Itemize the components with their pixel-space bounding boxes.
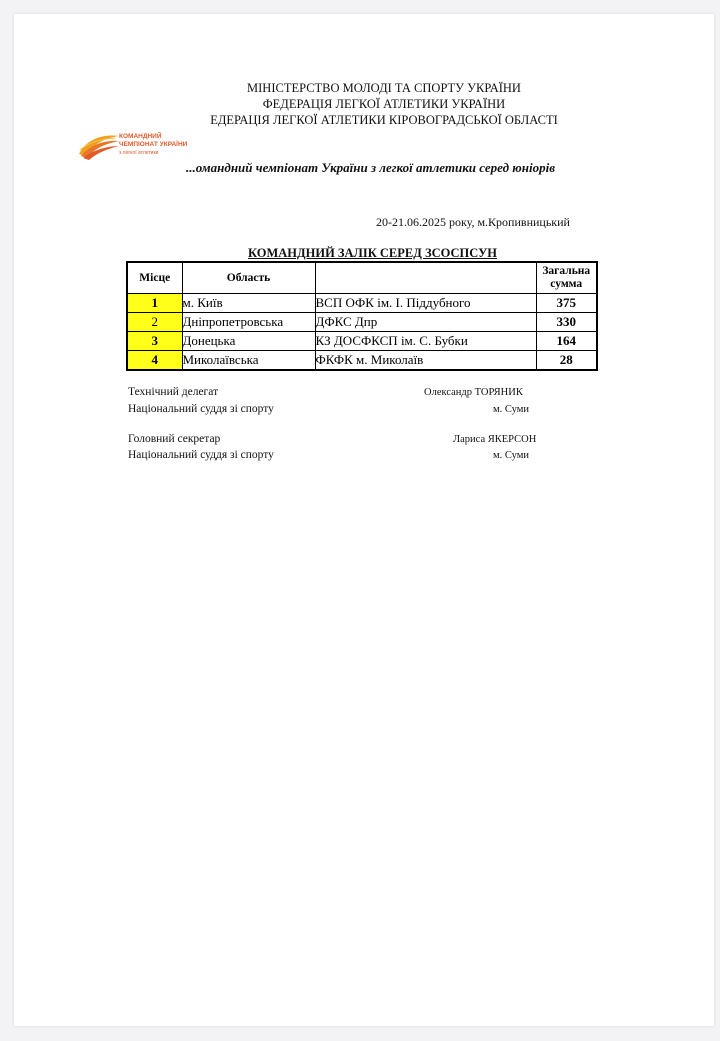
total-cell: 330	[536, 313, 597, 332]
region-cell: Дніпропетровська	[182, 313, 315, 332]
header-total-line1: Загальна	[542, 265, 591, 277]
signatory-name: Лариса ЯКЕРСОН	[453, 434, 537, 445]
club-cell: ВСП ОФК ім. І. Піддубного	[315, 294, 536, 313]
header-place: Місце	[127, 262, 182, 294]
club-cell: КЗ ДОСФКСП ім. С. Бубки	[315, 332, 536, 351]
region-cell: Донецька	[182, 332, 315, 351]
signatory-title: Національний суддя зі спорту	[128, 449, 274, 461]
signatory-role: Технічний делегат	[128, 386, 219, 398]
signatory-city: м. Суми	[493, 404, 530, 415]
table-row	[127, 332, 597, 351]
logo-text-line2: ЧЕМПІОНАТ УКРАЇНИ	[119, 141, 188, 148]
region-cell: Миколаївська	[182, 351, 315, 371]
table-row	[127, 313, 597, 332]
place-cell: 4	[127, 351, 182, 371]
document-page	[14, 14, 714, 1026]
ministry-header: МІНІСТЕРСТВО МОЛОДІ ТА СПОРТУ УКРАЇНИ	[247, 81, 521, 95]
logo-text-line3: з легкої атлетики	[119, 150, 159, 156]
federation-header: ФЕДЕРАЦІЯ ЛЕГКОЇ АТЛЕТИКИ УКРАЇНИ	[262, 97, 506, 111]
results-table	[126, 261, 598, 371]
place-cell: 2	[127, 313, 182, 332]
total-cell: 28	[536, 351, 597, 371]
total-cell: 164	[536, 332, 597, 351]
logo-text-line1: КОМАНДНИЙ	[119, 133, 162, 140]
event-date-location: 20-21.06.2025 року, м.Кропивницький	[376, 215, 570, 229]
header-region: Область	[182, 262, 315, 294]
flame-swoosh-icon	[77, 132, 121, 162]
signatory-role: Головний секретар	[128, 433, 221, 445]
total-cell: 375	[536, 294, 597, 313]
event-subtitle: ...омандний чемпіонат України з легкої атлетики серед юніорів	[186, 160, 556, 175]
table-row	[127, 351, 597, 371]
region-cell: м. Київ	[182, 294, 315, 313]
header-total-line2: сумма	[550, 278, 583, 290]
table-row	[127, 294, 597, 313]
header-club	[315, 262, 536, 294]
club-cell: ДФКС Дпр	[315, 313, 536, 332]
regional-federation-header: ЕДЕРАЦІЯ ЛЕГКОЇ АТЛЕТИКИ КІРОВОГРАДСЬКОЇ ОБЛАСТІ	[210, 113, 558, 127]
signatory-title: Національний суддя зі спорту	[128, 403, 274, 415]
place-cell: 3	[127, 332, 182, 351]
signatory-name: Олександр ТОРЯНИК	[424, 387, 523, 398]
signatory-city: м. Суми	[493, 450, 530, 461]
table-title: КОМАНДНИЙ ЗАЛІК СЕРЕД ЗСОСПСУН	[248, 246, 497, 260]
header-total	[536, 262, 597, 294]
club-cell: ФКФК м. Миколаїв	[315, 351, 536, 371]
place-cell: 1	[127, 294, 182, 313]
table-header-row	[127, 262, 597, 294]
